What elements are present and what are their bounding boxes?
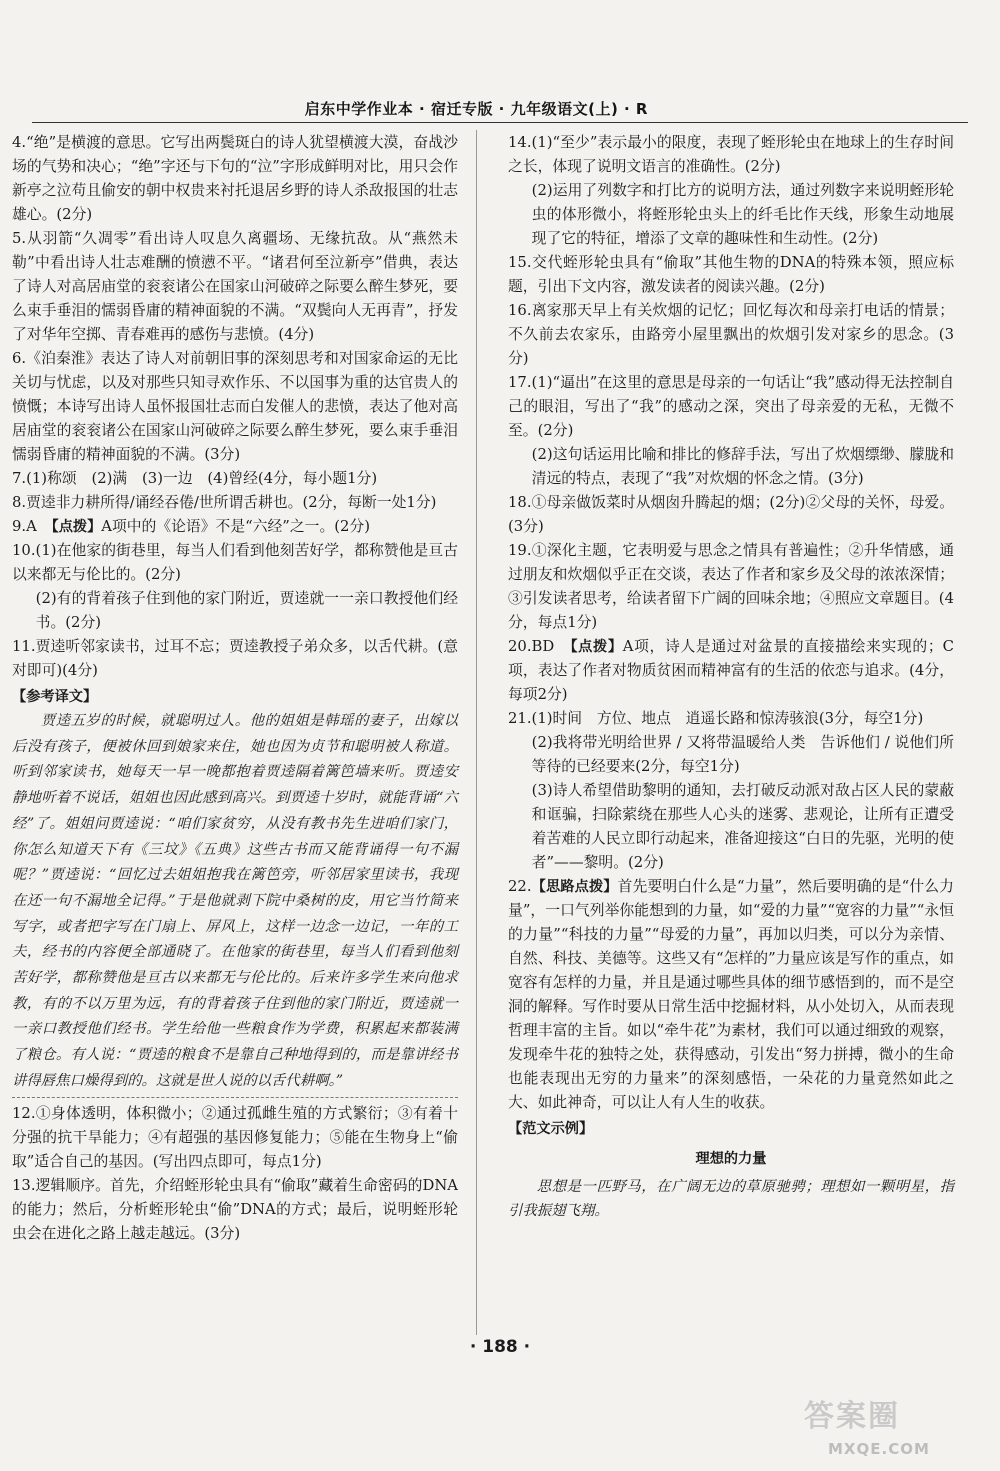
answer-text: (2)我将带光明给世界 / 又将带温暖给人类 告诉他们 / 说他们所等待的已经要来(2分，每空1分) <box>531 734 954 775</box>
answer-item <box>508 707 954 731</box>
page-header <box>0 98 1000 126</box>
answer-number: 15. <box>508 254 532 271</box>
answer-item <box>12 539 458 587</box>
answer-item <box>12 467 458 491</box>
answer-item <box>12 1102 458 1174</box>
answer-text: (1)称颂 (2)满 (3)一边 (4)曾经(4分，每小题1分) <box>26 470 378 487</box>
answer-text: (2)有的背着孩子住到他的家门附近，贾逵就一一亲口教授他们经书。(2分) <box>35 590 458 631</box>
answer-text: 贾逵非力耕所得/诵经吞倦/世所谓舌耕也。(2分，每断一处1分) <box>26 494 437 511</box>
answer-number: 4. <box>12 134 27 151</box>
answer-text: 首先要明白什么是“力量”，然后要明确的是“什么力量”，一口气列举你能想到的力量，如“爱的力量”“宽容的力量”“永恒的力量”“科技的力量”“母爱的力量”，再加以归类，可以分为亲情、自然、科技、美德等。这些又有“怎样的”力量应该是写作的重点，如宽容有怎样的力量，并且是通过哪些具体的细节感悟到的，而不是空洞的解释。写作时要从日常生活中挖掘材料，从小处切入，从而表现哲理丰富的主旨。如以“牵牛花”为素材，我们可以通过细致的观察，发现牵牛花的独特之处，获得感动，引发出“努力拼搏，微小的生命也能表现出无穷的力量来”的深刻感悟，一朵花的力量竟然如此之大、如此神奇，可以让人有人生的收获。 <box>508 878 954 1111</box>
answer-number: 5. <box>12 230 27 247</box>
answer-text: 逻辑顺序。首先，介绍蛭形轮虫具有“偷取”藏着生命密码的DNA的能力；然后，分析蛭形轮虫“偷”DNA的方式；最后，说明蛭形轮虫会在进化之路上越走越远。(3分) <box>12 1176 458 1242</box>
answer-item <box>508 779 954 875</box>
answer-text: (2)运用了列数字和打比方的说明方法，通过列数字来说明蛭形轮虫的体形微小，将蛭形轮虫头上的纤毛比作天线，形象生动地展现了它的特征，增添了文章的趣味性和生动性。(2分) <box>531 182 954 247</box>
watermark-text: 答案圈 <box>804 1399 900 1434</box>
answer-item <box>12 491 458 515</box>
answer-item <box>12 347 458 467</box>
watermark-url: MXQE.COM <box>828 1440 930 1458</box>
section-rule <box>12 1097 458 1098</box>
watermark-logo <box>798 1392 988 1462</box>
answer-text: 从羽箭“久凋零”看出诗人叹息久离疆场、无缘抗敌。从“燕然未勒”中看出诗人壮志难酬的愤懑不平。“诸君何至泣新亭”借典，表达了诗人对高居庙堂的衮衮诸公在国家山河破碎之际要么醉生梦死，要么束手垂泪的懦弱昏庸的精神面貌的不满。“双鬓向人无再青”，抒发了对华年空掷、青春难再的感伤与悲愤。(4分) <box>12 230 458 343</box>
answer-number: 8. <box>12 494 27 511</box>
answer-text: 离家那天早上有关炊烟的记忆；回忆每次和母亲打电话的情景；不久前去农家乐，由路旁小屋里飘出的炊烟引发对家乡的思念。(3分) <box>508 302 954 367</box>
essay-text: 思想是一匹野马，在广阔无边的草原驰骋；理想如一颗明星，指引我振翅飞翔。 <box>508 1179 954 1219</box>
answer-number: 9. <box>12 518 27 535</box>
answer-text: (1)在他家的街巷里，每当人们看到他刻苦好学，都称赞他是亘古以来都无与伦比的。(2分) <box>12 542 458 583</box>
left-column <box>12 131 458 1246</box>
right-answer-list <box>508 131 954 1115</box>
answer-number: 10. <box>12 542 36 559</box>
answer-text: (1)“逼出”在这里的意思是母亲的一句话让“我”感动得无法控制自己的眼泪，写出了“我”的感动之深，突出了母亲爱的无私，无微不至。(2分) <box>508 374 954 439</box>
answer-item <box>12 131 458 227</box>
hint-tag: 【思路点拨】 <box>531 879 618 895</box>
answer-text: 贾逵听邻家读书，过耳不忘；贾逵教授子弟众多，以舌代耕。(意对即可)(4分) <box>12 638 458 679</box>
right-column <box>508 131 954 1223</box>
answer-number: 14. <box>508 134 532 151</box>
answer-item <box>12 227 458 347</box>
answer-text: (1)“至少”表示最小的限度，表现了蛭形轮虫在地球上的生存时间之长，体现了说明文语言的准确性。(2分) <box>508 134 954 175</box>
answer-item <box>508 731 954 779</box>
answer-choice: A <box>26 518 52 535</box>
essay-title: 理想的力量 <box>695 1151 767 1167</box>
answer-item <box>12 515 458 539</box>
page-number: · 188 · <box>469 1337 531 1357</box>
answer-item <box>508 251 954 299</box>
answer-number: 6. <box>12 350 27 367</box>
answer-text: 《泊秦淮》表达了诗人对前朝旧事的深刻思考和对国家命运的无比关切与忧虑，以及对那些只知寻欢作乐、不以国事为重的达官贵人的愤慨；本诗写出诗人虽怀报国壮志而白发催人的悲愤，表达了他对高居庙堂的衮衮诸公在国家山河破碎之际要么醉生梦死，要么束手垂泪懦弱昏庸的精神面貌的不满。(3分) <box>12 350 458 463</box>
answer-item <box>12 635 458 683</box>
answer-item <box>508 371 954 443</box>
answer-number: 19. <box>508 542 532 559</box>
answer-text: A项，诗人是通过对盆景的直接描绘来实现的；C项，表达了作者对物质贫困而精神富有的生活的依恋与追求。(4分，每项2分) <box>508 638 954 703</box>
answer-number: 12. <box>12 1104 36 1122</box>
answer-number: 22. <box>508 878 532 895</box>
answer-item <box>508 443 954 491</box>
answer-number: 18. <box>508 494 532 511</box>
answer-text: (1)时间 方位、地点 逍遥长路和惊涛骇浪(3分，每空1分) <box>531 710 924 727</box>
hint-tag: 【点拨】 <box>51 519 102 535</box>
answer-choice: BD <box>531 638 571 655</box>
hint-tag: 【点拨】 <box>570 639 623 655</box>
answer-item <box>508 131 954 179</box>
translation-text: 贾逵五岁的时候，就聪明过人。他的姐姐是韩瑶的妻子，出嫁以后没有孩子，便被休回到娘家来住，她也因为贞节和聪明被人称道。听到邻家读书，她每天一早一晚都抱着贾逵隔着篱笆墙来听。贾逵安静地听着不说话，姐姐也因此感到高兴。到贾逵十岁时，就能背诵“六经”了。姐姐问贾逵说：“咱们家贫穷，从没有教书先生进咱们家门，你怎么知道天下有《三坟》《五典》这些古书而又能背诵得一句不漏呢？”贾逵说：“回忆过去姐姐抱我在篱笆旁，听邻居家里读书，我现在还一句不漏地全记得。”于是他就剥下院中桑树的皮，用它当竹简来写字，或者把字写在门扇上、屏风上，这样一边念一边记，一年的工夫，经书的内容便全部通晓了。在他家的街巷里，每当人们看到他刻苦好学，都称赞他是亘古以来都无与伦比的。后来许多学生来向他求教，有的不以万里为远，有的背着孩子住到他的家门附近，贾逵就一一亲口教授他们经书。学生给他一些粮食作为学费，积累起来都装满了粮仓。有人说：“贾逵的粮食不是靠自己种地得到的，而是靠讲经书讲得唇焦口燥得到的。这就是世人说的以舌代耕啊。” <box>12 713 458 1089</box>
left-answer-list-lower <box>12 1102 458 1246</box>
answer-number: 13. <box>12 1176 36 1194</box>
answer-text: ①深化主题，它表明爱与思念之情具有普遍性；②升华情感，通过朋友和炊烟似乎正在交谈，表达了作者和家乡及父母的浓浓深情；③引发读者思考，给读者留下广阔的回味余地；④照应文章题目。(4分，每点1分) <box>508 542 954 631</box>
sample-heading: 【范文示例】 <box>508 1121 594 1137</box>
answer-number: 17. <box>508 374 532 391</box>
answer-number: 20. <box>508 638 532 655</box>
left-answer-list <box>12 131 458 683</box>
answer-number: 16. <box>508 302 532 319</box>
answer-number: 21. <box>508 710 532 727</box>
answer-item <box>12 1174 458 1246</box>
answer-item <box>508 875 954 1115</box>
answer-number: 7. <box>12 470 27 487</box>
column-divider <box>476 130 477 1335</box>
answer-text: A项中的《论语》不是“六经”之一。(2分) <box>101 518 370 535</box>
answer-item <box>508 179 954 251</box>
header-rule <box>32 122 968 123</box>
answer-text: 交代蛭形轮虫具有“偷取”其他生物的DNA的特殊本领，照应标题，引出下文内容，激发读者的阅读兴趣。(2分) <box>508 254 954 295</box>
answer-item <box>508 635 954 707</box>
answer-text: ①身体透明，体积微小；②通过孤雌生殖的方式繁衍；③有着十分强的抗干旱能力；④有超强的基因修复能力；⑤能在生物身上“偷取”适合自己的基因。(写出四点即可，每点1分) <box>12 1104 458 1170</box>
answer-number: 11. <box>12 638 36 655</box>
answer-text: “绝”是横渡的意思。它写出两鬓斑白的诗人犹望横渡大漠，奋战沙场的气势和决心；“绝”字还与下句的“泣”字形成鲜明对比，用只会作新亭之泣苟且偷安的朝中权贵来衬托退居乡野的诗人杀敌报国的壮志雄心。(2分) <box>12 134 458 223</box>
answer-text: ①母亲做饭菜时从烟囱升腾起的烟；(2分)②父母的关怀，母爱。(3分) <box>508 494 954 535</box>
answer-item <box>508 539 954 635</box>
header-title: 启东中学作业本 · 宿迁专版 · 九年级语文(上) · R <box>304 100 648 118</box>
translation-heading: 【参考译文】 <box>12 689 98 705</box>
answer-text: (2)这句话运用比喻和排比的修辞手法，写出了炊烟缥缈、朦胧和清远的特点，表现了“我”对炊烟的怀念之情。(3分) <box>531 446 954 487</box>
answer-text: (3)诗人希望借助黎明的通知，去打破反动派对敌占区人民的蒙蔽和诓骗，扫除萦绕在那些人心头的迷雾、悲观论，让所有正遭受着苦难的人民立即行动起来，准备迎接这“白日的先驱，光明的使者”——黎明。(2分) <box>531 782 954 871</box>
answer-item <box>12 587 458 635</box>
answer-item <box>508 299 954 371</box>
answer-item <box>508 491 954 539</box>
